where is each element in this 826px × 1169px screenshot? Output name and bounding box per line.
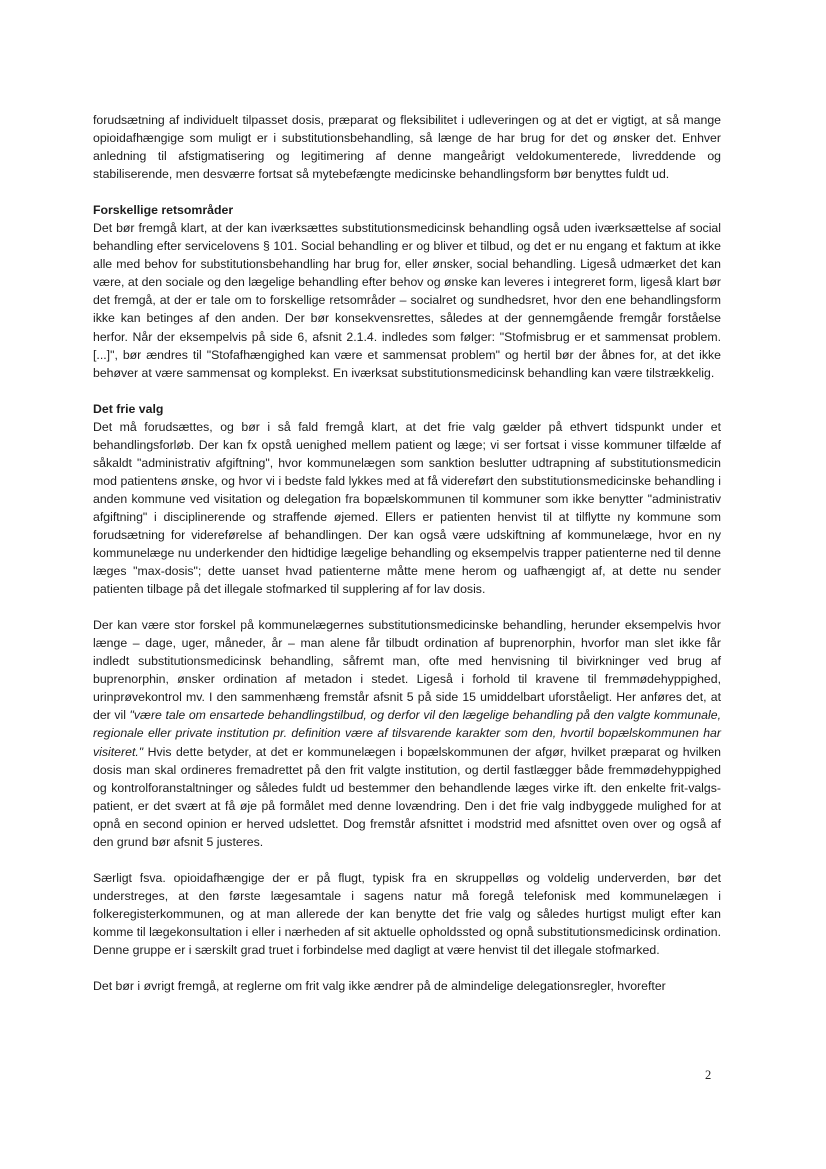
- paragraph-delegationsregler: Det bør i øvrigt fremgå, at reglerne om frit valg ikke ændrer på de almindelige delegationsregler, hvorefter: [93, 979, 666, 994]
- document-body: [93, 111, 721, 995]
- quoted-statement: "være tale om ensartede behandlingstilbud, og derfor vil den lægelige behandling på den valgte kommunale, regionale eller private institution pr. definition være af tilsvarende karakter som den, hvortil bopælskommunen har visiteret.": [93, 708, 721, 759]
- paragraph-paa-flugt: Særligt fsva. opioidafhængige der er på flugt, typisk fra en skruppelløs og voldelig underverden, bør det understreges, at den første lægesamtale i sagens natur må foregå telefonisk med kommunelægen i folkeregisterkommunen, og at man allerede der kan benytte det frie valg og således hurtigst muligt efter kan komme til lægekonsultation i eller i nærheden af sit aktuelle opholdssted og opnå substitutionsmedicinsk ordination. Denne gruppe er i særskilt grad truet i forbindelse med dagligt at være henvist til det illegale stofmarked.: [93, 870, 721, 957]
- section-heading-frie-valg: Det frie valg: [93, 401, 164, 416]
- page-number: 2: [705, 1068, 712, 1082]
- section-heading-retsomraader: Forskellige retsområder: [93, 203, 234, 218]
- paragraph-kommunelaeger-text-a: Der kan være stor forskel på kommunelægernes substitutionsmedicinske behandling, herunder eksempelvis hvor længe – dage, uger, måneder, år – man alene får tilbudt ordination af buprenorphin, hvorfor man slet ikke får indledt substitutionsmedicinsk behandling, såfremt man, ofte med henvisning til bivirkninger ved brug af buprenorphin, ønsker ordination af metadon i stedet. Ligeså i forhold til kravene til fremmødehyppighed, urinprøvekontrol mv. I den sammenhæng fremstår afsnit 5 på side 15 umiddelbart uforståeligt. Her anføres det, at der vil: [93, 618, 721, 723]
- paragraph-opening: forudsætning af individuelt tilpasset dosis, præparat og fleksibilitet i udleveringen og at det er vigtigt, at så mange opioidafhængige som muligt er i substitutionsbehandling, så længe de har brug for det og ønsker det. Enhver anledning til afstigmatisering og legitimering af denne mangeårigt veldokumenterede, livreddende og stabiliserende, men desværre fortsat så mytebefængte medicinske behandlingsform bør benyttes fuldt ud.: [93, 113, 721, 182]
- paragraph-frie-valg: Det må forudsættes, og bør i så fald fremgå klart, at det frie valg gælder på ethvert tidspunkt under et behandlingsforløb. Der kan fx opstå uenighed mellem patient og læge; vi ser fortsat i visse kommuner tilfælde af såkaldt "administrativ afgiftning", hvor kommunelægen som sanktion beslutter udtrapning af substitutionsmedicin mod patientens ønske, og hvor vi i bedste fald lykkes med at få videreført den substitutionsmedicinske behandling i anden kommune ved visitation og delegation fra bopælskommunen til kommuner som ikke benytter "administrativ afgiftning" i disciplinerende og straffende øjemed. Ellers er patienten henvist til at tilflytte ny kommune som forudsætning for videreførelse af behandlingen. Der kan også være udskiftning af kommunelæge, hvor en ny kommunelæge nu underkender den hidtidige lægelige behandling og eksempelvis trapper patienterne ned til denne læges "max-dosis"; dette uanset hvad patienterne måtte mene herom og uafhængigt af, at dette nu sender patienten tilbage på det illegale stofmarked til supplering af for lav dosis.: [93, 419, 721, 597]
- paragraph-kommunelaeger-text-b: Hvis dette betyder, at det er kommunelægen i bopælskommunen der afgør, hvilket præparat og hvilken dosis man skal ordineres fremadrettet på den frit valgte institution, og dertil fastlægger både fremmødehyppighed og kontrolforanstaltninger og således fuldt ud bestemmer den behandlende læges virke ift. den enkelte frit-valgs-patient, er det svært at få øje på formålet med denne lovændring. Den i det frie valg indbyggede mulighed for at opnå en second opinion er herved udslettet. Dog fremstår afsnittet i modstrid med afsnittet oven over og også af den grund bør afsnit 5 justeres.: [93, 744, 721, 849]
- paragraph-kommunelaeger: [93, 616, 721, 851]
- paragraph-retsomraader: Det bør fremgå klart, at der kan iværksættes substitutionsmedicinsk behandling også uden iværksættelse af social behandling efter servicelovens § 101. Social behandling er og bliver et tilbud, og det er nu engang et faktum at ikke alle med behov for substitutionsbehandling har brug for, eller ønsker, social behandling. Ligeså udmærket det kan være, at den sociale og den lægelige behandling efter behov og ønske kan leveres i integreret form, ligeså klart bør det fremgå, at der er tale om to forskellige retsområder – socialret og sundhedsret, hvor den ene behandlingsform ikke kan betinges af den anden. Der bør konsekvensrettes, således at der gennemgående fremgår forståelse herfor. Når der eksempelvis på side 6, afsnit 2.1.4. indledes som følger: "Stofmisbrug er et sammensat problem. [...]", bør ændres til "Stofafhængighed kan være et sammensat problem" og hertil bør der åbnes for, at det ikke behøver at være sammensat og komplekst. En iværksat substitutionsmedicinsk behandling kan være tilstrækkelig.: [93, 221, 721, 380]
